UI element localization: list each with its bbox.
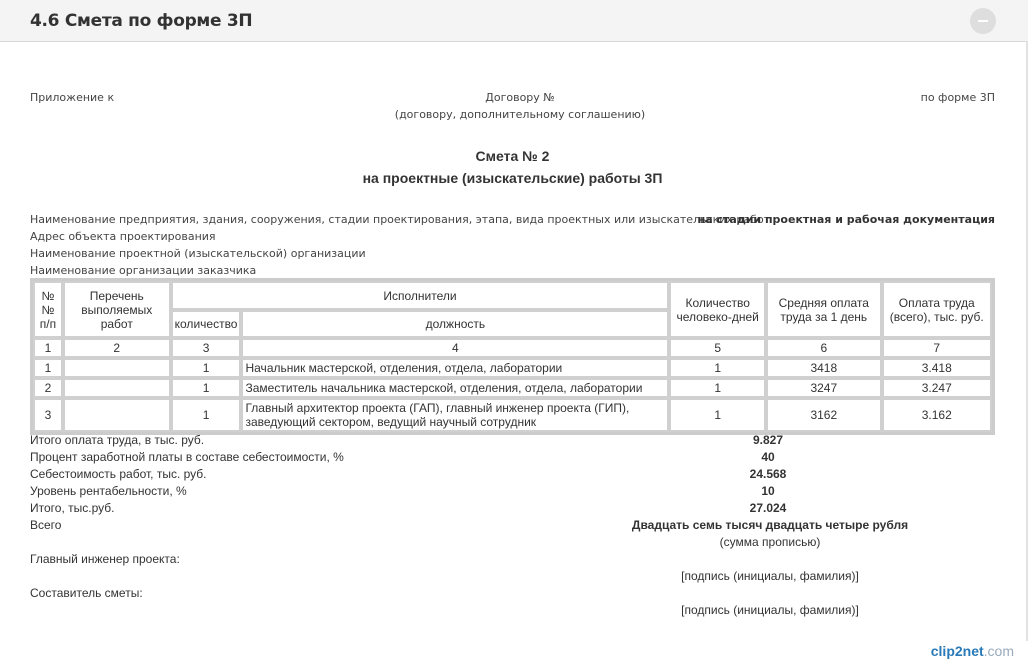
row-position: Начальник мастерской, отделения, отдела, лаборатории: [241, 358, 669, 378]
header-num: №№ п/п: [33, 281, 63, 338]
colnum-cell: 7: [882, 338, 992, 358]
info-design-org: Наименование проектной (изыскательской) организации: [30, 247, 366, 260]
row-num: 1: [33, 358, 63, 378]
row-qty: 1: [171, 398, 242, 432]
summary-label: Себестоимость работ, тыс. руб.: [30, 467, 207, 481]
row-num: 3: [33, 398, 63, 432]
header-works: Перечень выполяемых работ: [63, 281, 171, 338]
row-total: 3.418: [882, 358, 992, 378]
row-avg: 3247: [766, 378, 881, 398]
row-days: 1: [669, 378, 766, 398]
signature-line: [подпись (инициалы, фамилия)]: [681, 603, 859, 617]
summary-value: 9.827: [752, 433, 784, 447]
total-label: Всего: [30, 518, 62, 532]
row-position: Заместитель начальника мастерской, отделения, отдела, лаборатории: [241, 378, 669, 398]
row-qty: 1: [171, 378, 242, 398]
row-works: [63, 378, 171, 398]
minus-icon: [978, 20, 988, 22]
header-days: Количество человеко-дней: [669, 281, 766, 338]
row-total: 3.247: [882, 378, 992, 398]
info-customer-org: Наименование организации заказчика: [30, 264, 257, 277]
colnum-cell: 6: [766, 338, 881, 358]
clip2net-watermark: [931, 643, 1014, 659]
table-row: [33, 378, 992, 398]
row-num: 2: [33, 378, 63, 398]
chief-engineer-label: Главный инженер проекта:: [30, 552, 180, 566]
info-address: Адрес объекта проектирования: [30, 230, 216, 243]
header-position: должность: [241, 310, 669, 338]
stage-value: на стадии проектная и рабочая документация: [697, 213, 995, 226]
row-avg: 3162: [766, 398, 881, 432]
row-qty: 1: [171, 358, 242, 378]
summary-value: 10: [761, 484, 775, 498]
info-object-name: Наименование предприятия, здания, сооружения, стадии проектирования, этапа, вида проектных или изыскательских работ: [30, 213, 771, 226]
appendix-label: Приложение к: [30, 91, 115, 104]
row-days: 1: [669, 398, 766, 432]
contract-subtitle: (договору, дополнительному соглашению): [394, 108, 646, 121]
watermark-domain: .com: [983, 643, 1014, 659]
section-header: [0, 0, 1028, 42]
estimator-label: Составитель сметы:: [30, 586, 143, 600]
summary-label: Уровень рентабельности, %: [30, 484, 187, 498]
summary-value: 27.024: [749, 501, 787, 515]
colnum-cell: 4: [241, 338, 669, 358]
colnum-cell: 2: [63, 338, 171, 358]
summary-label: Процент заработной платы в составе себестоимости, %: [30, 450, 344, 464]
row-works: [63, 358, 171, 378]
header-total-pay: Оплата труда (всего), тыс. руб.: [882, 281, 992, 338]
contract-label: Договору №: [485, 91, 555, 104]
summary-label: Итого оплата труда, в тыс. руб.: [30, 433, 205, 447]
header-qty: количество: [171, 310, 242, 338]
table-colnum-row: [33, 338, 992, 358]
estimate-subheading: на проектные (изыскательские) работы 3П: [362, 170, 663, 186]
signature-line: [подпись (инициалы, фамилия)]: [681, 569, 859, 583]
colnum-cell: 1: [33, 338, 63, 358]
row-position: Главный архитектор проекта (ГАП), главный инженер проекта (ГИП), заведующий сектором, ведущий научный сотрудник: [241, 398, 669, 432]
watermark-brand: clip2net: [930, 643, 984, 659]
collapse-button[interactable]: [970, 8, 996, 34]
total-words-note: (сумма прописью): [719, 535, 821, 549]
row-avg: 3418: [766, 358, 881, 378]
colnum-cell: 3: [171, 338, 242, 358]
summary-label: Итого, тыс.руб.: [30, 501, 115, 515]
colnum-cell: 5: [669, 338, 766, 358]
estimate-heading: Смета № 2: [475, 148, 550, 164]
estimate-table: [30, 278, 995, 435]
table-header-row: [33, 281, 992, 310]
summary-value: 40: [761, 450, 775, 464]
row-total: 3.162: [882, 398, 992, 432]
section-title: 4.6 Смета по форме 3П: [30, 11, 253, 31]
header-avg-pay: Средняя оплата труда за 1 день: [766, 281, 881, 338]
table-row: [33, 398, 992, 432]
summary-value: 24.568: [749, 467, 787, 481]
table-row: [33, 358, 992, 378]
header-performers: Исполнители: [171, 281, 670, 310]
row-days: 1: [669, 358, 766, 378]
form-label: по форме 3П: [920, 91, 995, 104]
row-works: [63, 398, 171, 432]
total-in-words: Двадцать семь тысяч двадцать четыре рубля: [631, 518, 909, 532]
